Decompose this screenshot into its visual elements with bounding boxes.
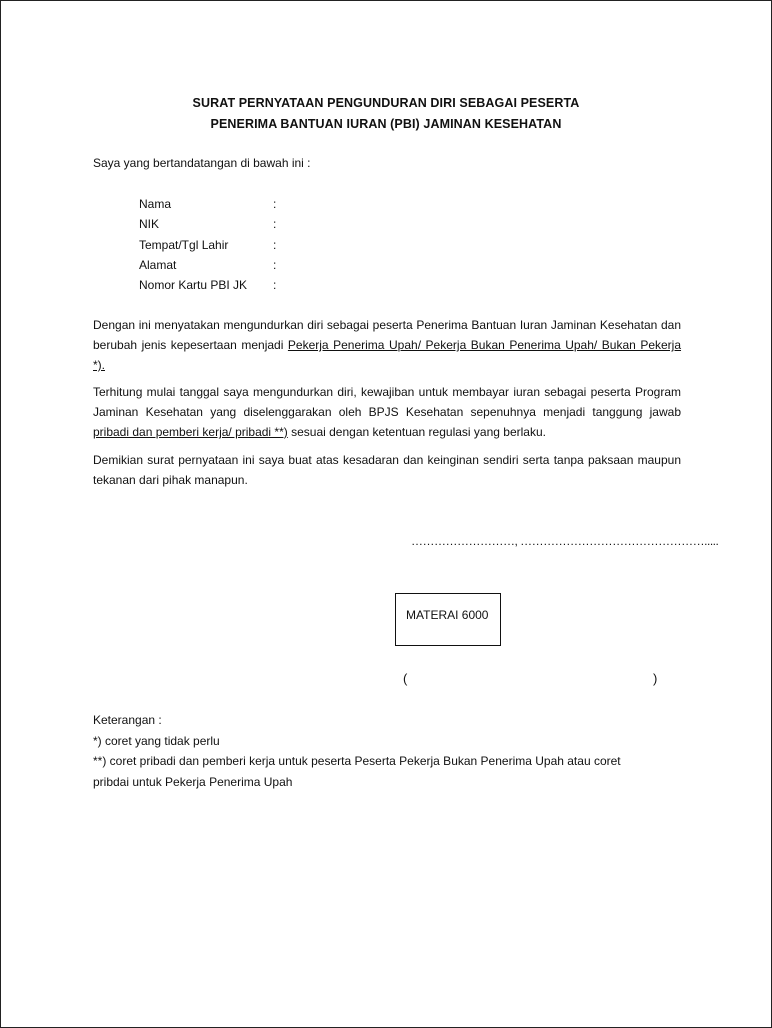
place-date-line: ………………………, ………………………………………….....	[411, 534, 719, 548]
field-colon: :	[273, 237, 277, 252]
document-title-line-2: PENERIMA BANTUAN IURAN (PBI) JAMINAN KESEHATAN	[210, 117, 562, 131]
field-label-tempat-tgl-lahir: Tempat/Tgl Lahir	[139, 237, 229, 252]
note-2-line-2: pribdai untuk Pekerja Penerima Upah	[93, 774, 293, 789]
signature-paren-open: (	[403, 671, 408, 686]
intro-text: Saya yang bertandatangan di bawah ini :	[93, 156, 311, 170]
note-1: *) coret yang tidak perlu	[93, 733, 220, 748]
paragraph-obligation	[93, 382, 681, 442]
paragraph-obligation-text: Terhitung mulai tanggal saya mengundurkan diri, kewajiban untuk membayar iuran sebagai peserta Program Jaminan Kesehatan yang diselenggarakan oleh BPJS Kesehatan sepenuhnya menjadi tanggung jawab	[93, 385, 681, 419]
note-2-line-1: **) coret pribadi dan pemberi kerja untuk peserta Peserta Pekerja Bukan Penerima Upah atau coret	[93, 754, 621, 768]
payment-responsibility-options: pribadi dan pemberi kerja/ pribadi **)	[93, 425, 288, 439]
field-label-nama: Nama	[139, 197, 172, 211]
stamp-label: MATERAI 6000	[406, 608, 489, 622]
paragraph-resignation-text: Dengan ini menyatakan mengundurkan diri sebagai peserta Penerima Bantuan Iuran Jaminan Kesehatan dan berubah jenis kepesertaan menjadi	[93, 318, 681, 352]
field-colon: :	[273, 217, 277, 232]
document-title-line-1: SURAT PERNYATAAN PENGUNDURAN DIRI SEBAGAI PESERTA	[192, 96, 580, 110]
field-colon: :	[273, 257, 277, 272]
signature-paren-close: )	[653, 671, 658, 686]
paragraph-closing: Demikian surat pernyataan ini saya buat atas kesadaran dan keinginan sendiri serta tanpa paksaan maupun tekanan dari pihak manapun.	[93, 453, 681, 487]
field-label-alamat: Alamat	[139, 257, 177, 272]
field-label-nomor-kartu: Nomor Kartu PBI JK	[139, 278, 248, 293]
paragraph-resignation	[93, 315, 681, 375]
notes-section	[93, 710, 621, 792]
paragraph-obligation-text-end: sesuai dengan ketentuan regulasi yang berlaku.	[287, 425, 546, 439]
notes-heading: Keterangan :	[93, 713, 162, 727]
stamp-box	[395, 593, 501, 646]
field-colon: :	[273, 278, 277, 293]
membership-type-options: Pekerja Penerima Upah/ Pekerja Bukan Penerima Upah/ Bukan Pekerja *).	[93, 338, 682, 372]
field-label-nik: NIK	[139, 217, 160, 232]
field-colon: :	[273, 197, 277, 211]
